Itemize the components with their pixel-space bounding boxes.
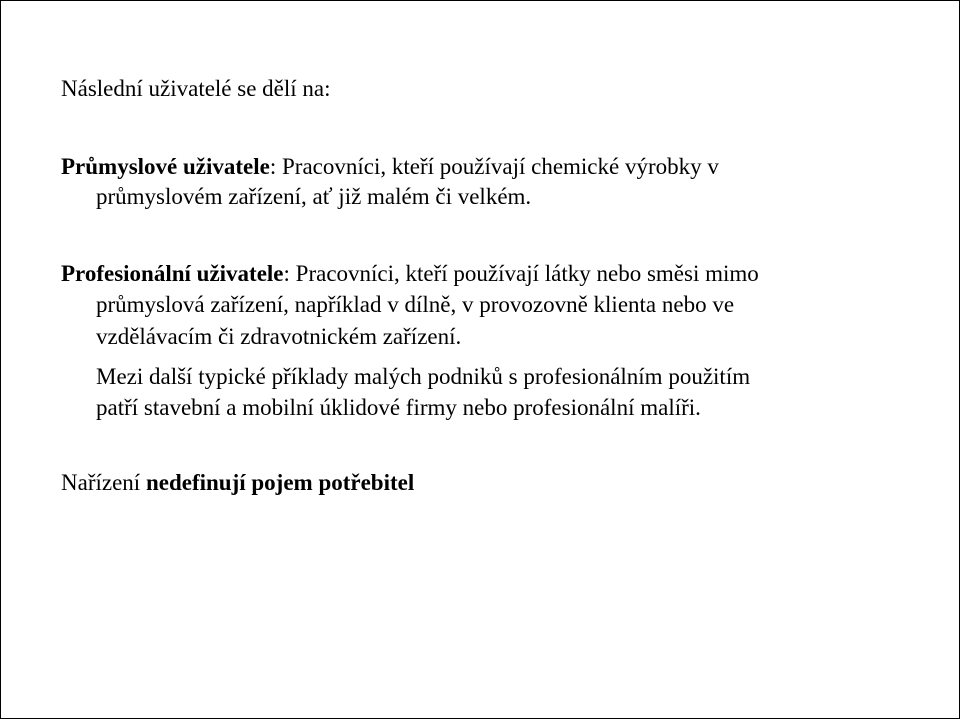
examples-paragraph-line-2 (96, 392, 701, 424)
professional-users-paragraph-line-2 (96, 289, 734, 321)
industrial-users-paragraph-line-1 (61, 151, 719, 183)
professional-users-definition-line-2: průmyslová zařízení, například v dílně, v provozovně klienta nebo ve (96, 292, 735, 317)
industrial-users-colon: : (269, 154, 277, 179)
professional-users-paragraph-line-3 (96, 321, 461, 353)
examples-line-1: Mezi další typické příklady malých podniků s profesionálním použitím (96, 364, 751, 389)
regulation-statement (61, 467, 414, 499)
examples-line-2: patří stavební a mobilní úklidové firmy nebo profesionální malíři. (96, 395, 701, 420)
industrial-users-definition-line-2: průmyslovém zařízení, ať již malém či velkém. (96, 184, 532, 209)
regulation-prefix: Nařízení (61, 470, 146, 495)
professional-users-definition-line-1: Pracovníci, kteří používají látky nebo směsi mimo (289, 261, 759, 286)
industrial-users-definition-line-1: Pracovníci, kteří používají chemické výrobky v (276, 154, 719, 179)
industrial-users-paragraph-line-2 (96, 181, 531, 213)
professional-users-definition-line-3: vzdělávacím či zdravotnickém zařízení. (96, 324, 462, 349)
industrial-users-term: Průmyslové uživatele (61, 154, 270, 179)
intro-label: Následní uživatelé se dělí na: (61, 76, 331, 101)
professional-users-colon: : (283, 261, 290, 286)
professional-users-term: Profesionální uživatele (61, 261, 284, 286)
regulation-emphasis: nedefinují pojem potřebitel (145, 470, 415, 495)
examples-paragraph-line-1 (96, 361, 750, 393)
professional-users-paragraph-line-1 (61, 258, 759, 290)
intro-text (61, 73, 331, 105)
